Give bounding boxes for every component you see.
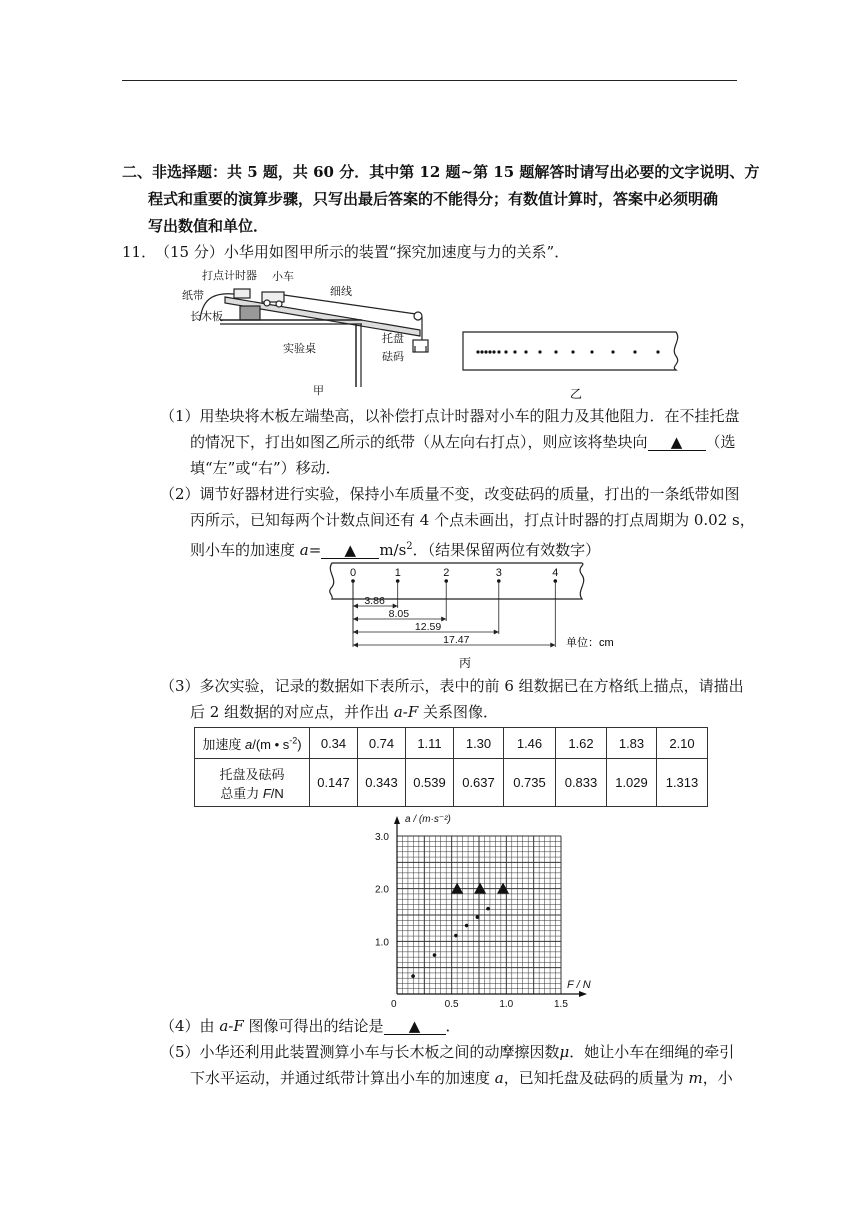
data-point [486, 907, 490, 911]
caption-jia: 甲 [313, 385, 324, 397]
y-tick-label: 3.0 [375, 832, 389, 843]
table-cell: 1.62 [556, 728, 607, 759]
dim-arrow [441, 617, 446, 622]
data-point [476, 915, 480, 919]
support-block [240, 306, 260, 320]
dim-value: 17.47 [443, 634, 470, 646]
table-cell: 0.34 [310, 728, 358, 759]
label-pan: 托盘 [382, 333, 404, 345]
tape-figure-yi [458, 330, 688, 402]
y-axis-arrow [394, 816, 400, 824]
tape-dot [554, 350, 557, 353]
section-heading-line2: 程式和重要的演算步骤，只写出最后答案的不能得分；有数值计算时，答案中必须明确 [148, 190, 719, 208]
x-tick-label: 0.5 [444, 999, 459, 1010]
p2-line1: （2）调节好器材进行实验，保持小车质量不变，改变砝码的质量，打出的一条纸带如图 [160, 485, 740, 503]
table-cell: 2.10 [657, 728, 708, 759]
label-tape: 纸带 [182, 290, 204, 302]
data-table [194, 727, 708, 807]
x-axis-label: F / N [567, 979, 591, 991]
caption-bing: 丙 [459, 656, 472, 670]
dim-arrow [353, 630, 358, 635]
count-point-label: 0 [350, 567, 357, 579]
data-point [433, 953, 437, 957]
p1-line1: （1）用垫块将木板左端垫高，以补偿打点计时器对小车的阻力及其他阻力．在不挂托盘 [160, 407, 740, 425]
label-timer: 打点计时器 [202, 270, 257, 282]
caption-yi: 乙 [570, 387, 583, 401]
count-point-label: 4 [552, 567, 559, 579]
label-table: 实验桌 [283, 343, 316, 355]
tape-dot [538, 350, 541, 353]
table-cell: 1.313 [657, 759, 708, 807]
answer-blank-1[interactable]: ▲ [648, 434, 706, 451]
label-board: 长木板 [190, 311, 223, 323]
table-cell: 0.735 [504, 759, 556, 807]
timer-device [234, 289, 250, 298]
p2-line3: 则小车的加速度 a= ▲ $m/s^2$．（结果保留两位有效数字） [190, 541, 601, 559]
count-point-label: 2 [443, 567, 450, 579]
header-rule [122, 80, 737, 81]
dim-arrow [353, 604, 358, 609]
dim-arrow [353, 617, 358, 622]
p1-line2: 的情况下，打出如图乙所示的纸带（从左向右打点），则应该将垫块向 ▲ （选 [190, 433, 736, 451]
data-point [454, 934, 458, 938]
p2-line2: 丙所示，已知每两个计数点间还有 4 个点未画出，打点计时器的打点周期为 0.02 s， [190, 511, 755, 529]
p5-line2: 下水平运动，并通过纸带计算出小车的加速度 a，已知托盘及砝码的质量为 m，小 [190, 1069, 733, 1087]
dim-value: 8.05 [388, 608, 410, 620]
answer-blank-4[interactable]: ▲ [384, 1018, 446, 1035]
apparatus-figure [170, 262, 440, 402]
label-string: 细线 [330, 286, 352, 298]
table-row1-header: 加速度 a/(m • $s^{-2}$) [195, 728, 310, 759]
table-cell: 0.147 [310, 759, 358, 807]
dim-arrow [550, 643, 555, 648]
tape-figure-bing [320, 561, 620, 673]
table-cell: 1.46 [504, 728, 556, 759]
table-cell: 0.74 [358, 728, 406, 759]
tape-dot [656, 350, 659, 353]
tape-dot [484, 350, 487, 353]
dim-value: 12.59 [414, 621, 442, 633]
y-tick-label: 2.0 [375, 884, 389, 896]
table-cell: 1.83 [607, 728, 657, 759]
p1-line3: 填“左”或“右”）移动． [190, 459, 341, 477]
section-heading-line3: 写出数值和单位． [148, 217, 269, 235]
data-point [411, 974, 415, 978]
p3-line2: 后 2 组数据的对应点，并作出 a-F 关系图像． [190, 703, 499, 721]
label-weights: 砝码 [382, 351, 404, 363]
x-tick-label: 1.0 [499, 999, 514, 1010]
unit-label: 单位：cm [566, 637, 614, 649]
tape-dot [497, 350, 500, 353]
tape-dot [524, 350, 527, 353]
tape-dot [504, 350, 507, 353]
tape-dot [611, 350, 614, 353]
table-row2-header: 托盘及砝码 总重力 F/N [195, 759, 310, 807]
table-cell: 0.343 [358, 759, 406, 807]
table-cell: 0.539 [406, 759, 454, 807]
count-point-label: 1 [394, 567, 401, 579]
p5-line1: （5）小华还利用此装置测算小车与长木板之间的动摩擦因数μ．她让小车在细绳的牵引 [160, 1043, 735, 1061]
answer-blank-2[interactable]: ▲ [321, 542, 379, 559]
x-tick-label: 0 [391, 999, 397, 1010]
tape-dot [488, 350, 491, 353]
tape-dot [590, 350, 593, 353]
tape-dot [492, 350, 495, 353]
question-number: 11． [122, 243, 157, 261]
tape-dot [513, 350, 516, 353]
pulley [414, 312, 422, 320]
table-cell: 1.30 [454, 728, 504, 759]
tape-dot [633, 350, 636, 353]
p3-line1: （3）多次实验，记录的数据如下表所示，表中的前 6 组数据已在方格纸上描点，请描出 [160, 677, 744, 695]
tape-dot [480, 350, 483, 353]
count-point-label: 3 [495, 567, 502, 579]
y-axis-label: a / (m·s⁻²) [405, 814, 451, 825]
tape-dot [476, 350, 479, 353]
table-cell: 1.029 [607, 759, 657, 807]
table-cell: 1.11 [406, 728, 454, 759]
section-heading-line1: 二、非选择题：共 5 题，共 60 分．其中第 12 题~第 15 题解答时请写出必要的文字说明、方 [122, 163, 760, 181]
x-axis-arrow [579, 991, 587, 997]
dim-arrow [494, 630, 499, 635]
x-tick-label: 1.5 [554, 999, 568, 1010]
tape-dot [571, 350, 574, 353]
y-tick-label: 1.0 [375, 937, 389, 949]
table-cell: 0.637 [454, 759, 504, 807]
data-point [465, 924, 469, 928]
dim-value: 3.86 [364, 595, 385, 607]
dim-arrow [353, 643, 358, 648]
question-intro: （15 分）小华用如图甲所示的装置“探究加速度与力的关系”． [155, 243, 570, 261]
p4-line: （4）由 a-F 图像可得出的结论是 ▲ ． [160, 1017, 461, 1035]
label-cart: 小车 [272, 271, 294, 283]
a-f-graph [365, 806, 605, 1012]
table-cell: 0.833 [556, 759, 607, 807]
